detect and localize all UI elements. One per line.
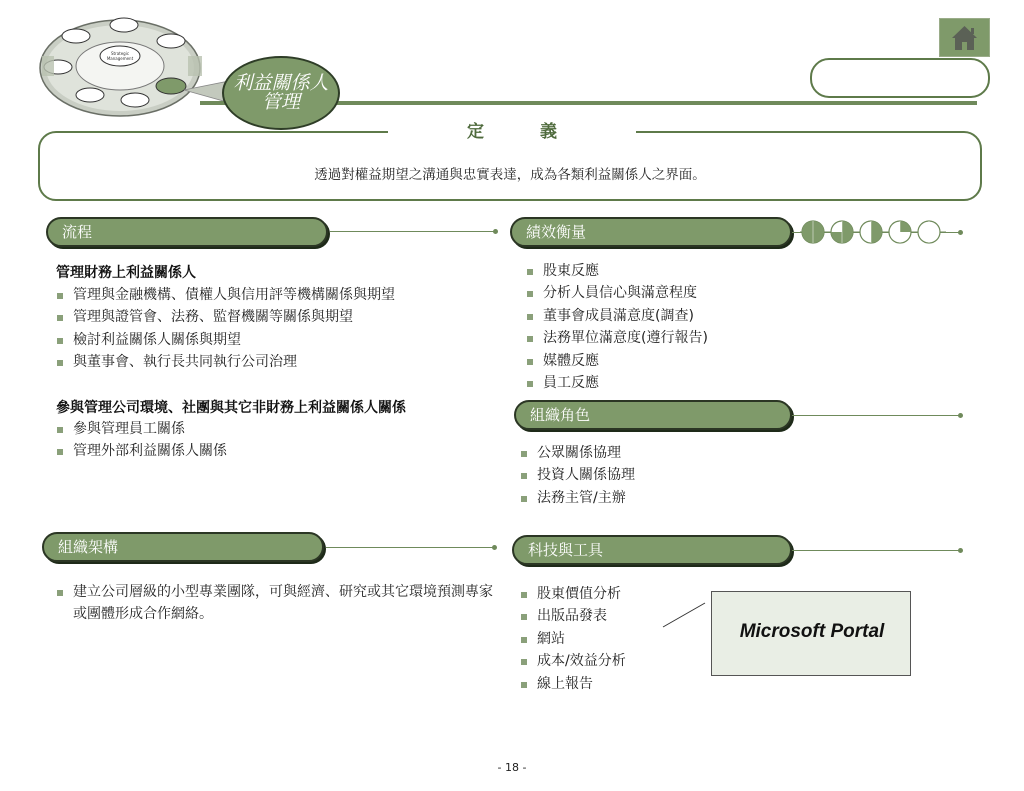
org-structure-list bbox=[56, 581, 496, 625]
section-title-line2: 管理 bbox=[261, 91, 300, 113]
section-label-org-structure: 組織架構 bbox=[58, 538, 119, 556]
house-icon bbox=[940, 19, 989, 56]
list-item: 建立公司層級的小型專業團隊，可與經濟、研究或其它環境預測專家或團體形成合作網絡。 bbox=[56, 581, 496, 625]
list-item: 董事會成員滿意度(調查) bbox=[526, 305, 708, 327]
process-list-1 bbox=[56, 284, 395, 374]
section-label-process: 流程 bbox=[62, 223, 93, 241]
section-pill-process bbox=[46, 217, 328, 247]
connector-line bbox=[326, 547, 494, 548]
connector-dot bbox=[958, 230, 963, 235]
section-label-tech-tools: 科技與工具 bbox=[528, 541, 604, 559]
list-item: 管理與證管會、法務、監督機關等關係與期望 bbox=[56, 306, 395, 328]
section-label-org-role: 組織角色 bbox=[530, 406, 591, 424]
list-item: 管理外部利益關係人關係 bbox=[56, 440, 227, 462]
list-item: 成本/效益分析 bbox=[520, 650, 626, 672]
home-button[interactable] bbox=[939, 18, 990, 57]
section-label-performance: 績效衡量 bbox=[526, 223, 587, 241]
list-item: 公眾關係協理 bbox=[520, 442, 635, 464]
list-item: 媒體反應 bbox=[526, 350, 708, 372]
section-title-line1: 利益關係人 bbox=[233, 72, 329, 94]
section-title-bubble bbox=[222, 56, 340, 130]
process-heading-2: 參與管理公司環境、社團與其它非財務上利益關係人關係 bbox=[56, 400, 406, 416]
connector-dot bbox=[492, 545, 497, 550]
section-pill-tech-tools bbox=[512, 535, 792, 565]
section-pill-org-role bbox=[514, 400, 792, 430]
maturity-ball-fill bbox=[871, 221, 882, 243]
maturity-ball-fill bbox=[900, 221, 911, 232]
performance-list bbox=[526, 260, 708, 394]
list-item: 參與管理員工關係 bbox=[56, 418, 227, 440]
list-item: 管理與金融機構、債權人與信用評等機構關係與期望 bbox=[56, 284, 395, 306]
callout-text: Microsoft Portal bbox=[739, 621, 885, 642]
connector-dot bbox=[958, 413, 963, 418]
maturity-rating bbox=[800, 219, 946, 245]
list-item: 員工反應 bbox=[526, 372, 708, 394]
process-list-2 bbox=[56, 418, 227, 463]
tech-tools-list bbox=[520, 583, 626, 695]
list-item: 股東反應 bbox=[526, 260, 708, 282]
section-pill-performance bbox=[510, 217, 792, 247]
list-item: 股東價值分析 bbox=[520, 583, 626, 605]
callout-pointer-line bbox=[660, 600, 710, 630]
list-item: 線上報告 bbox=[520, 673, 626, 695]
list-item: 出版品發表 bbox=[520, 605, 626, 627]
connector-dot bbox=[493, 229, 498, 234]
definition-title: 定義 bbox=[467, 122, 613, 142]
svg-text:Strategic: Strategic bbox=[110, 51, 130, 56]
connector-dot bbox=[958, 548, 963, 553]
section-pill-org-structure bbox=[42, 532, 324, 562]
header-oval-frame bbox=[810, 58, 990, 98]
definition-text: 透過對權益期望之溝通與忠實表達，成為各類利益關係人之界面。 bbox=[314, 167, 706, 183]
list-item: 投資人關係協理 bbox=[520, 464, 635, 486]
connector-line bbox=[792, 550, 960, 551]
list-item: 檢討利益關係人關係與期望 bbox=[56, 329, 395, 351]
list-item: 法務單位滿意度(遵行報告) bbox=[526, 327, 708, 349]
page-number: - 18 - bbox=[497, 761, 527, 774]
list-item: 網站 bbox=[520, 628, 626, 650]
org-role-list bbox=[520, 442, 635, 509]
svg-text:Management: Management bbox=[106, 56, 134, 61]
list-item: 分析人員信心與滿意程度 bbox=[526, 282, 708, 304]
list-item: 與董事會、執行長共同執行公司治理 bbox=[56, 351, 395, 373]
connector-line bbox=[792, 415, 960, 416]
process-heading-1: 管理財務上利益關係人 bbox=[56, 265, 196, 281]
connector-line bbox=[330, 231, 495, 232]
list-item: 法務主管/主辦 bbox=[520, 487, 635, 509]
